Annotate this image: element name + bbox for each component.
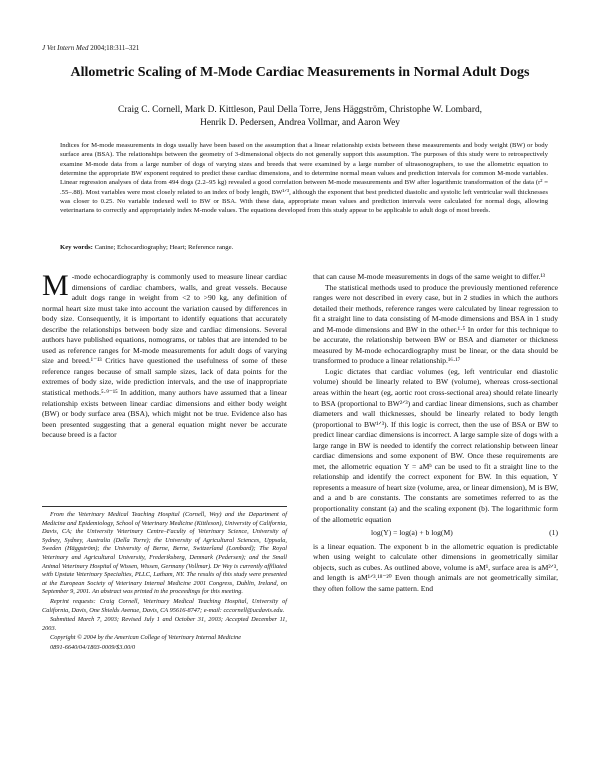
equation-number: (1) — [549, 528, 558, 538]
affiliation-note: From the Veterinary Medical Teaching Hospital (Cornell, Wey) and the Department of Medicine and Epidemiology, School of Veterinary Medicine (Kittleson), University of California, Davis, CA; the University Veterinary Centre–Faculty of Veterinary Science, University of Sydney, Sydney, Australia (Della Torre); the University of Agricultural Sciences, Uppsala, Sweden (Häggström); the University of Berne, Berne, Switzerland (Lombard); The Royal Veterinary and Agricultural University, Frederiksberg, Denmark (Pedersen); and the Small Animal Veterinary Hospital of Wissen, Wissen, Germany (Vollmar). Dr Wey is currently affiliated with Upstate Veterinary Specialties, PLLC, Latham, NY. The results of this study were presented at the European Society of Veterinary Internal Medicine 2001 Congress, Dublin, Ireland, on September 9, 2001. An abstract was printed in the proceedings for this meeting. — [42, 511, 287, 596]
methods-paragraph: The statistical methods used to produce the previously mentioned reference ranges were not described in every case, but in 2 studies in which the authors detailed their methods, reference ranges were calculated by linear regression to fit a straight line to data consisting of M-mode dimensions and BSA in 1 study and M-mode dimensions and BW in the other.¹·⁵ In order for this technique to be accurate, the relationship between BW or BSA and diameter or thickness measured by M-mode echocardiography must be linear, or the data should be transformed to produce a linear relationship.¹⁶·¹⁷ — [313, 282, 558, 366]
journal-name: J Vet Intern Med — [42, 44, 89, 52]
continued-paragraph: that can cause M-mode measurements in dogs of the same weight to differ.¹³ — [313, 272, 545, 281]
intro-paragraph — [42, 269, 287, 441]
abstract: Indices for M-mode measurements in dogs usually have been based on the assumption that a linear relationship exists between these measurements and body weight (BW) or body surface area (BSA). The relationships between the geometry of 3-dimensional objects do not generally support this assumption. The purposes of this study were to retrospectively examine M-mode data from a large number of dogs of varying sizes and breeds that were examined by a large number of ultrasonographers, to use the allometric equation to determine the appropriate BW exponent required to predict these cardiac dimensions, and to determine normal mean values and prediction intervals for common M-mode variables. Linear regression analyses of data from 494 dogs (2.2–95 kg) revealed a good correlation between M-mode measurements and BW after logarithmic transformation of the data (r² = .55–.88). Most variables were most closely related to an index of body length, BW¹ᐟ³, although the exponent that best predicted diastolic and systolic left ventricular wall thicknesses was closer to 0.25. No variable indexed well to BW or BSA. With these data, appropriate mean values and prediction intervals were calculated for normal dogs, allowing veterinarians to correctly and appropriately index M-mode values. The equations developed from this study appear to be applicable to adult dogs of most breeds. — [60, 142, 548, 215]
paper-title: Allometric Scaling of M-Mode Cardiac Measurements in Normal Adult Dogs — [70, 65, 530, 80]
logic-paragraph: Logic dictates that cardiac volumes (eg, left ventricular end diastolic volume) should be linearly related to BW (volume), whereas cross-sectional areas within the heart (eg, aortic root cross-sectional area) should relate linearly to BSA (proportional to BW²ᐟ³) and cardiac linear dimensions, such as chamber diameters and wall thicknesses, should be linearly related to body length (proportional to BW¹ᐟ³). If this logic is correct, then the use of BSA or BW to predict linear cardiac dimensions is incorrect. A large sample size of dogs with a large range in BW is needed to identify the correct relationship between linear cardiac dimensions and some exponent of BW. Once these requirements are met, the allometric equation Y = aMᵇ can be used to fit a straight line to the relationship and identify the correct exponent for BW. In this equation, Y represents a measure of heart size (volume, area, or linear dimension), M is BW, and a and b are constants. The constants are sometimes referred to as the proportionality constant (a) and the scaling exponent (b). The logarithmic form of the allometric equation — [313, 366, 558, 524]
drop-cap: M — [42, 269, 69, 302]
keywords-label: Key words: — [60, 244, 93, 251]
copyright-note: Copyright © 2004 by the American College of Veterinary Internal Medicine — [50, 634, 242, 642]
authors-line-2: Henrik D. Pedersen, Andrea Vollmar, and Aaron Wey — [200, 118, 400, 128]
exponent-paragraph: is a linear equation. The exponent b in the allometric equation is predictable when using weight to calculate other dimensions in geometrically similar objects, such as cubes. As outlined above, volume is aM¹, surface area is aM²ᐟ³, and length is aM¹ᐟ³.¹⁸⁻²⁰ Even though animals are not geometrically similar, they often follow the same pattern. End — [313, 541, 558, 593]
issn-code: 0891-6640/04/1803-0009/$3.00/0 — [50, 643, 136, 651]
authors-line-1: Craig C. Cornell, Mark D. Kittleson, Paul Della Torre, Jens Häggström, Christophe W. Lombard, — [118, 105, 482, 115]
intro-text: -mode echocardiography is commonly used to measure linear cardiac dimensions of cardiac chambers, walls, and great vessels. Because adult dogs range in weight from <2 to >90 kg, any definition of normal heart size must take into account the variation caused by differences in body size. Consequently, it is important to identify equations that accurately describe the relationships between body size and cardiac dimensions. Several authors have published equations, nomograms, or tables that are intended to be used as reference ranges for M-mode measurements for adult dogs of varying size and breed.¹⁻¹³ Critics have questioned the usefulness of some of these reference ranges because of small sample sizes, lack of data points for the extremes of body size, wide prediction intervals, and the use of inappropriate statistical methods.⁵·⁹⁻¹⁵ In addition, many authors have assumed that a linear relationship exists between linear cardiac dimensions and either body weight (BW) or body surface area (BSA), which might not be true. Evidence also has been presented suggesting that a general equation might never be accurate because breed is a factor — [42, 272, 287, 440]
allometric-equation — [313, 528, 558, 539]
right-column — [313, 272, 558, 594]
left-column — [42, 269, 287, 441]
author-list — [70, 104, 530, 130]
submission-note: Submitted March 7, 2003; Revised July 1 and October 31, 2003; Accepted December 11, 2003. — [42, 616, 287, 632]
keywords — [60, 244, 548, 251]
reprint-note: Reprint requests: Craig Cornell, Veterinary Medical Teaching Hospital, University of California, Davis, One Shields Avenue, Davis, CA 95616-8747; e-mail: cccornell@ucdavis.edu. — [42, 597, 287, 614]
equation-formula: log(Y) = log(a) + b log(M) — [371, 528, 453, 538]
journal-header — [42, 44, 139, 52]
keywords-text: Canine; Echocardiography; Heart; Reference range. — [94, 244, 234, 251]
journal-citation: 2004;18:311–321 — [90, 44, 140, 52]
footnotes — [42, 506, 287, 654]
